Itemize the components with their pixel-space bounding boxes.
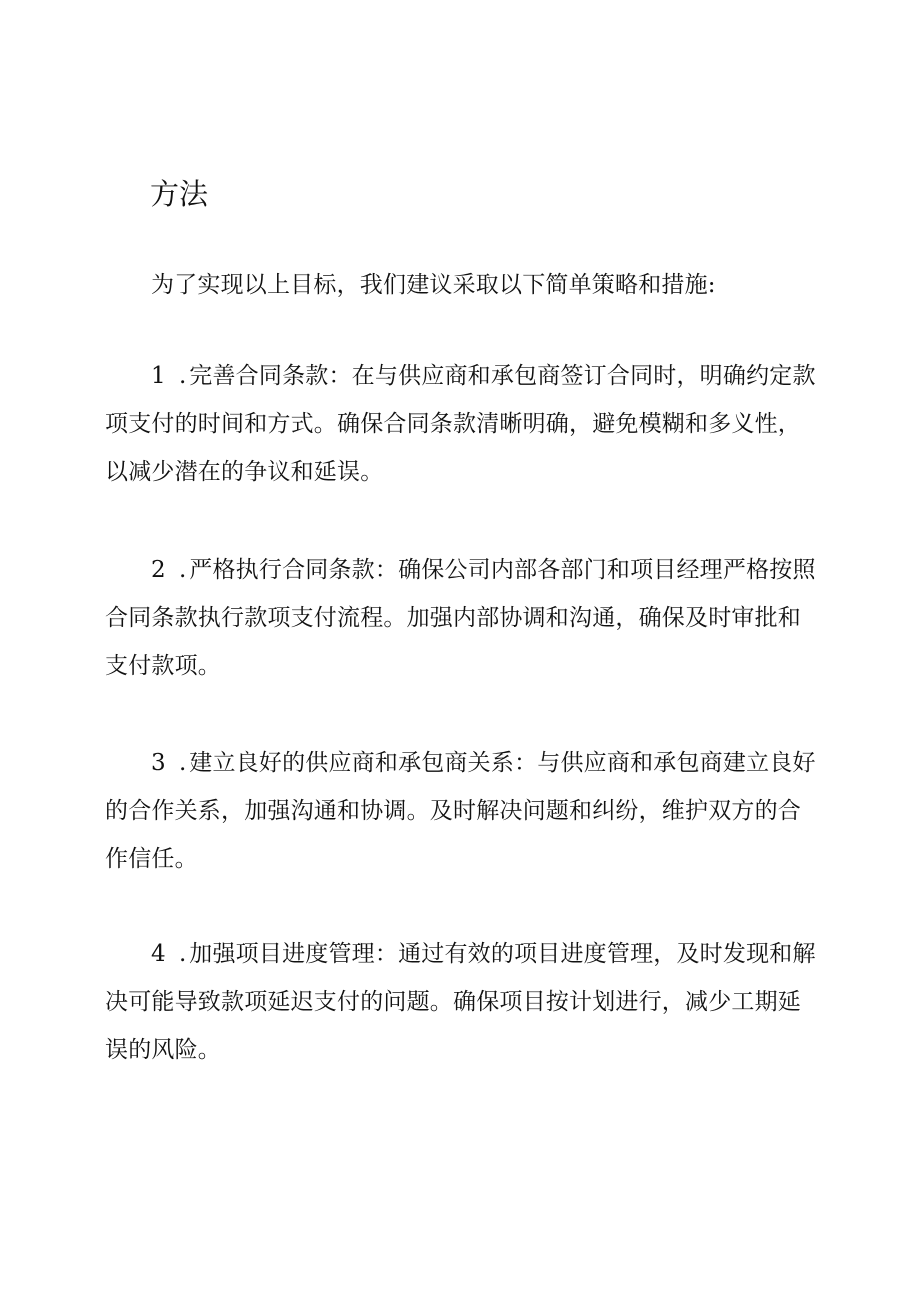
intro-paragraph: 为了实现以上目标，我们建议采取以下简单策略和措施: <box>151 272 716 298</box>
section-heading: 方法 <box>150 177 209 211</box>
item-number: 3 . <box>151 750 190 776</box>
item-number: 4 . <box>151 941 190 967</box>
item-text: 完善合同条款：在与供应商和承包商签订合同时，明确约定款项支付的时间和方式。确保合同条款清晰明确，避免模糊和多义性，以减少潜在的争议和延误。 <box>105 363 816 485</box>
list-item <box>105 930 821 1074</box>
list-item <box>105 352 821 496</box>
item-text: 建立良好的供应商和承包商关系：与供应商和承包商建立良好的合作关系，加强沟通和协调。及时解决问题和纠纷，维护双方的合作信任。 <box>105 750 816 872</box>
item-text: 加强项目进度管理：通过有效的项目进度管理，及时发现和解决可能导致款项延迟支付的问题。确保项目按计划进行，减少工期延误的风险。 <box>105 941 816 1063</box>
item-number: 1 . <box>151 363 190 389</box>
item-text: 严格执行合同条款：确保公司内部各部门和项目经理严格按照合同条款执行款项支付流程。加强内部协调和沟通，确保及时审批和支付款项。 <box>105 557 816 679</box>
list-item <box>105 739 821 883</box>
item-number: 2 . <box>151 557 190 583</box>
list-item <box>105 546 821 690</box>
